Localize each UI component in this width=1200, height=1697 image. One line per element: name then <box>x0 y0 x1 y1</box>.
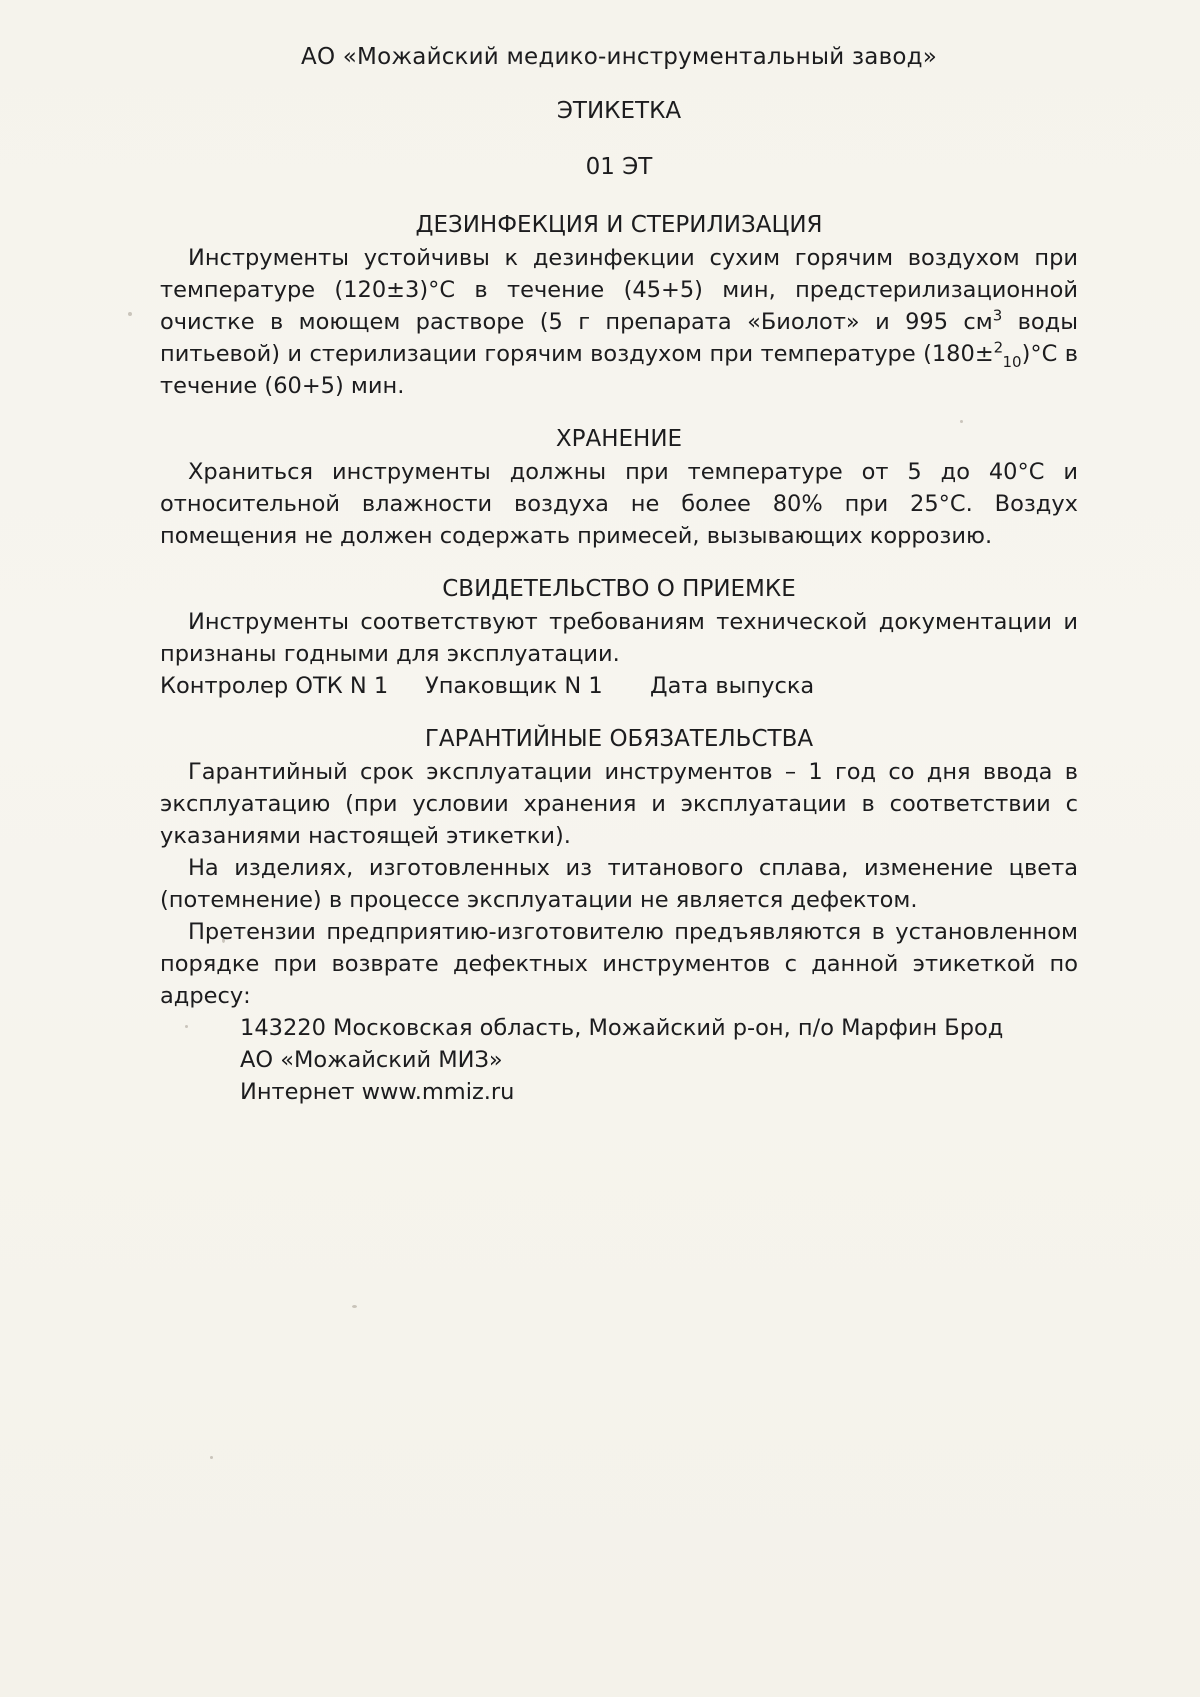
acceptance-paragraph: Инструменты соответствуют требованиям технической документации и признаны годными для эксплуатации. <box>160 609 1078 667</box>
address-line-1: 143220 Московская область, Можайский р-он, п/о Марфин Брод <box>240 1015 1004 1041</box>
address-block <box>160 1012 1078 1108</box>
tolerance-subscript: 10 <box>1002 352 1022 371</box>
disinfection-heading: ДЕЗИНФЕКЦИЯ И СТЕРИЛИЗАЦИЯ <box>415 212 823 238</box>
packer-label: Упаковщик N 1 <box>425 673 603 699</box>
acceptance-heading: СВИДЕТЕЛЬСТВО О ПРИЕМКЕ <box>442 576 796 602</box>
section-disinfection <box>160 212 1078 402</box>
storage-paragraph: Храниться инструменты должны при температуре от 5 до 40°С и относительной влажности воздуха не более 80% при 25°С. Воздух помещения не должен содержать примесей, вызывающих коррозию. <box>160 459 1078 549</box>
disinfection-text-c: )°С в течение (60+5) мин. <box>160 341 1078 399</box>
address-line-2: АО «Можайский МИЗ» <box>240 1047 503 1073</box>
doc-code: 01 ЭТ <box>585 154 653 180</box>
warranty-heading: ГАРАНТИЙНЫЕ ОБЯЗАТЕЛЬСТВА <box>424 726 814 752</box>
signers-row <box>160 670 1078 702</box>
warranty-paragraph-1: Гарантийный срок эксплуатации инструментов – 1 год со дня ввода в эксплуатацию (при условии хранения и эксплуатации в соответствии с указаниями настоящей этикетки). <box>160 759 1078 849</box>
cubic-cm-superscript: 3 <box>992 306 1003 325</box>
org-title: АО «Можайский медико-инструментальный завод» <box>301 44 937 70</box>
storage-heading: ХРАНЕНИЕ <box>555 426 683 452</box>
issue-date-label: Дата выпуска <box>650 673 815 699</box>
doc-title: ЭТИКЕТКА <box>556 98 682 124</box>
disinfection-text-a: Инструменты устойчивы к дезинфекции сухим горячим воздухом при температуре (120±3)°С в течение (45+5) мин, предстерилизационной очистке в моющем растворе (5 г препарата «Биолот» и 995 см <box>160 245 1078 335</box>
disinfection-text-b: воды питьевой) и стерилизации горячим воздухом при температуре (180± <box>160 309 1079 367</box>
section-storage <box>160 426 1078 552</box>
scan-speck <box>210 1456 213 1459</box>
disinfection-paragraph <box>160 242 1078 402</box>
section-acceptance <box>160 576 1078 702</box>
controller-label: Контролер ОТК N 1 <box>160 673 389 699</box>
address-line-3: Интернет www.mmiz.ru <box>240 1079 515 1105</box>
scan-speck <box>352 1305 357 1308</box>
tolerance-superscript: 2 <box>993 338 1004 357</box>
section-warranty <box>160 726 1078 1108</box>
warranty-paragraph-3: Претензии предприятию-изготовителю предъявляются в установленном порядке при возврате дефектных инструментов с данной этикеткой по адресу: <box>160 919 1078 1009</box>
warranty-paragraph-2: На изделиях, изготовленных из титанового сплава, изменение цвета (потемнение) в процессе эксплуатации не является дефектом. <box>160 855 1078 913</box>
